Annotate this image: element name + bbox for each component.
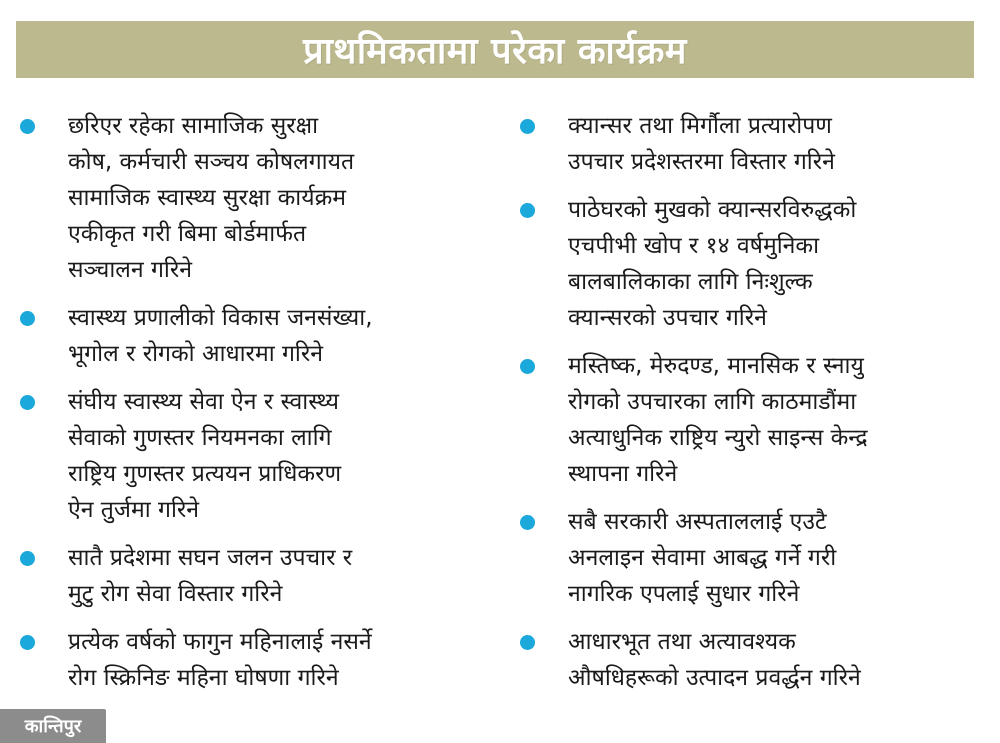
bullet-dot-icon: [520, 119, 535, 134]
left-column: [16, 108, 478, 708]
bullet-dot-icon: [520, 515, 535, 530]
list-item-text: संघीय स्वास्थ्य सेवा ऐन र स्वास्थ्य सेवाको गुणस्तर नियमनका लागि राष्ट्रिय गुणस्तर प्रत्ययन प्राधिकरण ऐन तुर्जमा गरिने: [68, 389, 342, 523]
list-item: [16, 624, 478, 696]
bullet-dot-icon: [20, 311, 35, 326]
title-banner: [16, 21, 974, 78]
bullet-dot-icon: [520, 359, 535, 374]
list-item-text: प्रत्येक वर्षको फागुन महिनालाई नसर्ने रोग स्क्रिनिङ महिना घोषणा गरिने: [68, 629, 372, 691]
list-item: [516, 504, 986, 612]
bullet-dot-icon: [20, 395, 35, 410]
list-item-text: सातै प्रदेशमा सघन जलन उपचार र मुटु रोग सेवा विस्तार गरिने: [68, 545, 353, 607]
list-item: [16, 384, 478, 528]
kantipur-logo: [0, 709, 106, 743]
list-item: [16, 108, 478, 288]
list-item: [16, 540, 478, 612]
list-item: [516, 348, 986, 492]
list-item: [516, 624, 986, 696]
list-item-text: स्वास्थ्य प्रणालीको विकास जनसंख्या, भूगोल र रोगको आधारमा गरिने: [68, 305, 373, 367]
list-item-text: क्यान्सर तथा मिर्गौला प्रत्यारोपण उपचार प्रदेशस्तरमा विस्तार गरिने: [568, 113, 835, 175]
bullet-dot-icon: [520, 635, 535, 650]
bullet-dot-icon: [20, 551, 35, 566]
list-item: [16, 300, 478, 372]
list-item-text: पाठेघरको मुखको क्यान्सरविरुद्धको एचपीभी खोप र १४ वर्षमुनिका बालबालिकाका लागि निःशुल्क क्यान्सरको उपचार गरिने: [568, 197, 857, 331]
list-item-text: आधारभूत तथा अत्यावश्यक औषधिहरूको उत्पादन प्रवर्द्धन गरिने: [568, 629, 861, 691]
right-column: [516, 108, 986, 708]
page-title: प्राथमिकतामा परेका कार्यक्रम: [303, 31, 687, 72]
list-item: [516, 108, 986, 180]
logo-text: कान्तिपुर: [24, 716, 82, 737]
bullet-dot-icon: [20, 635, 35, 650]
list-item-text: छरिएर रहेका सामाजिक सुरक्षा कोष, कर्मचारी सञ्चय कोषलगायत सामाजिक स्वास्थ्य सुरक्षा कार्यक्रम एकीकृत गरी बिमा बोर्डमार्फत सञ्चालन गरिने: [68, 113, 355, 283]
bullet-dot-icon: [20, 119, 35, 134]
bullet-dot-icon: [520, 203, 535, 218]
list-item-text: मस्तिष्क, मेरुदण्ड, मानसिक र स्नायु रोगको उपचारका लागि काठमाडौंमा अत्याधुनिक राष्ट्रिय न्युरो साइन्स केन्द्र स्थापना गरिने: [568, 353, 868, 487]
list-item-text: सबै सरकारी अस्पताललाई एउटै अनलाइन सेवामा आबद्ध गर्ने गरी नागरिक एपलाई सुधार गरिने: [568, 509, 837, 607]
list-item: [516, 192, 986, 336]
